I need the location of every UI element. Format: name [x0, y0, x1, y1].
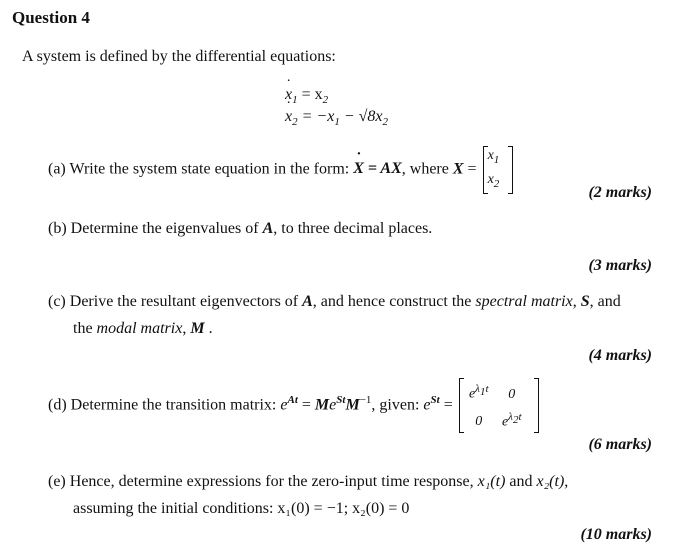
part-a: (a) Write the system state equation in the form: ˙ X = AX, where X = $x_1$ $x_2$: [48, 146, 515, 194]
part-e: (e) Hence, determine expressions for the zero-input time response, x₁(t) and x₂(t),: [48, 473, 569, 490]
equation-1: ˙ $x_1 = x_2$: [285, 86, 328, 106]
part-c: (c) Derive the resultant eigenvectors of A, and hence construct the spectral matrix, S, and: [48, 293, 621, 310]
question-heading: Question 4: [12, 8, 90, 27]
part-c-line2: the modal matrix, M .: [73, 320, 213, 337]
state-vector-matrix: $x_1$ $x_2$: [483, 146, 513, 194]
intro-text: A system is defined by the differential equations:: [22, 48, 336, 65]
marks-b: (3 marks): [588, 257, 652, 274]
marks-c: (4 marks): [588, 347, 652, 364]
marks-d: (6 marks): [588, 436, 652, 453]
marks-a: (2 marks): [588, 184, 652, 201]
part-e-line2: assuming the initial conditions: x₁(0) = −1; x₂(0) = 0: [73, 500, 410, 517]
part-d: (d) Determine the transition matrix: $e^{At} = Me^{St}M^{-1}$, given: $e^{St}$ = $e^{\lambda_1t}$ 0 0 $e^{\lambda_2t}$: [48, 378, 541, 433]
state-eq-form: ˙ X = AX: [353, 160, 402, 177]
equation-2: ˙ $x_2 = -x_1 - √8x_2$: [285, 108, 388, 128]
marks-e: (10 marks): [580, 526, 652, 543]
exp-matrix: $e^{\lambda_1t}$ 0 0 $e^{\lambda_2t}$: [459, 378, 539, 433]
part-b: (b) Determine the eigenvalues of A, to three decimal places.: [48, 220, 433, 237]
